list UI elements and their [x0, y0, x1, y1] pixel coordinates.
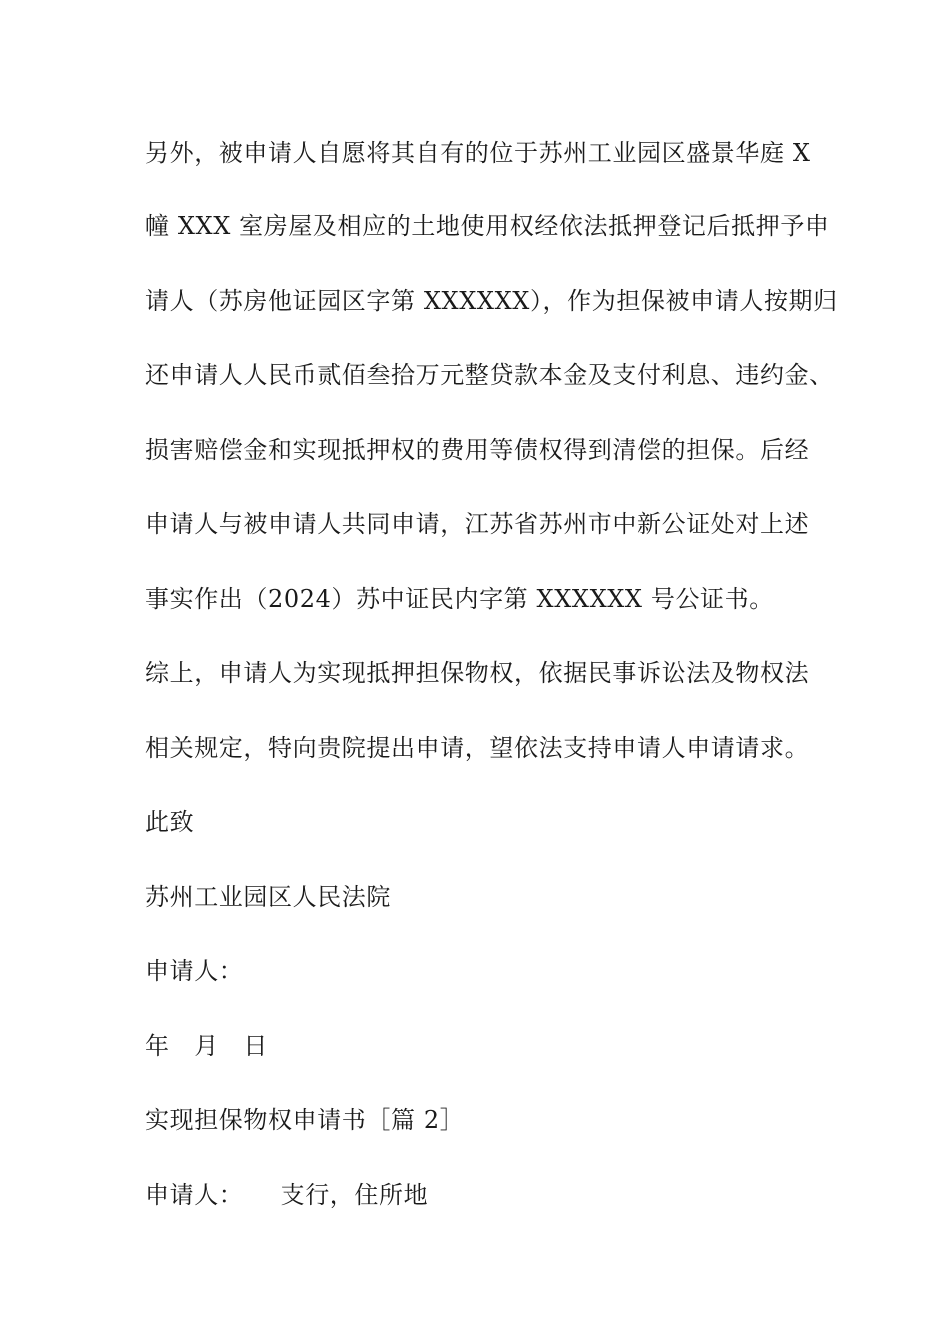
date-line: 年 月 日 [145, 1032, 268, 1060]
paragraph-1-line-1: 另外，被申请人自愿将其自有的位于苏州工业园区盛景华庭 X [145, 139, 811, 167]
paragraph-1-line-6: 申请人与被申请人共同申请，江苏省苏州市中新公证处对上述 [145, 510, 810, 538]
paragraph-2-line-1: 综上，申请人为实现抵押担保物权，依据民事诉讼法及物权法 [145, 659, 810, 687]
paragraph-1-line-3: 请人（苏房他证园区字第 XXXXXX），作为担保被申请人按期归 [145, 287, 838, 315]
paragraph-2-line-2: 相关规定，特向贵院提出申请，望依法支持申请人申请请求。 [145, 734, 810, 762]
paragraph-1-line-2: 幢 XXX 室房屋及相应的土地使用权经依法抵押登记后抵押予申 [145, 212, 830, 240]
court-name: 苏州工业园区人民法院 [145, 883, 391, 911]
applicant-signature-label: 申请人： [145, 957, 244, 985]
salutation: 此致 [145, 808, 195, 836]
paragraph-1-line-5: 损害赔偿金和实现抵押权的费用等债权得到清偿的担保。后经 [145, 436, 810, 464]
next-section-title: 实现担保物权申请书［篇 2］ [145, 1106, 465, 1134]
paragraph-1-line-7: 事实作出（2024）苏中证民内字第 XXXXXX 号公证书。 [145, 585, 774, 613]
paragraph-1-line-4: 还申请人人民币贰佰叁拾万元整贷款本金及支付利息、违约金、 [145, 361, 834, 389]
next-applicant-line: 申请人： 支行，住所地 [145, 1181, 429, 1209]
